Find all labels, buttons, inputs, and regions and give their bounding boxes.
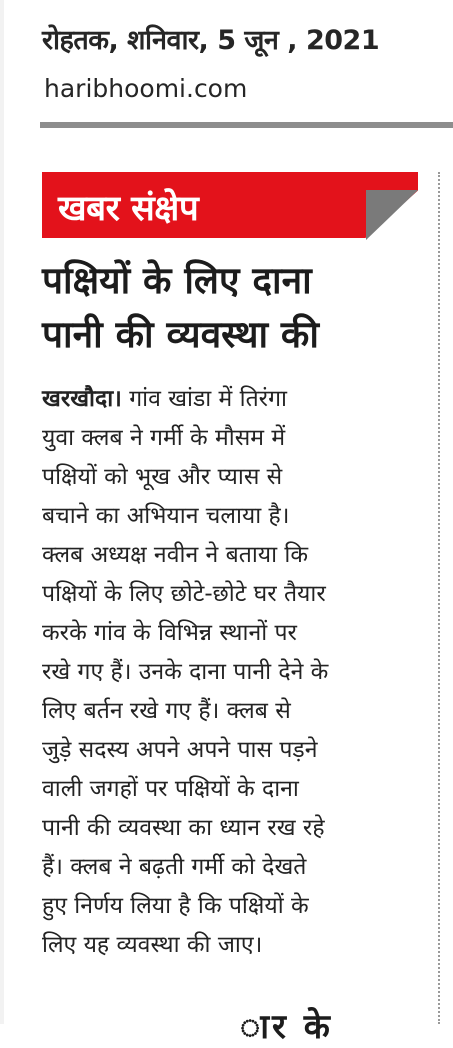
body-line: क्लब अध्यक्ष नवीन ने बताया कि [42,542,309,568]
body-line: पक्षियों के लिए छोटे-छोटे घर तैयार [42,581,326,607]
article-body [42,380,434,965]
body-line: हुए निर्णय लिया है कि पक्षियों के [42,893,309,919]
body-line: पानी की व्यवस्था का ध्यान रख रहे [42,815,325,841]
body-line: रखे गए हैं। उनके दाना पानी देने के [42,659,329,685]
next-article-headline-fragment [240,1004,360,1047]
body-line: करके गांव के विभिन्न स्थानों पर [42,620,297,646]
body-line: पक्षियों को भूख और प्यास से [42,464,283,490]
body-line: हैं। क्लब ने बढ़ती गर्मी को देखते [42,854,307,880]
body-line-text: गांव खांडा में तिरंगा [121,386,287,412]
section-label: खबर संक्षेप [58,189,199,229]
column-divider [438,172,440,1024]
body-line: युवा क्लब ने गर्मी के मौसम में [42,425,286,451]
body-line [42,380,434,419]
body-line: जुड़े सदस्य अपने अपने पास पड़ने [42,737,318,763]
headline-line: पक्षियों के लिए दाना [42,259,312,302]
body-line: वाली जगहों पर पक्षियों के दाना [42,776,299,802]
article-dateline-place: खरखौदा। [42,386,122,412]
body-line: बचाने का अभियान चलाया है। [42,503,290,529]
newspaper-dateline: रोहतक, शनिवार, 5 जून , 2021 [42,25,380,56]
header-divider [40,122,453,128]
newspaper-website: haribhoomi.com [44,74,248,103]
page-edge [0,0,4,1024]
body-line: लिए यह व्यवस्था की जाए। [42,932,263,958]
next-headline-text: ार के [240,1007,333,1047]
article-headline [42,254,437,362]
headline-line: पानी की व्यवस्था की [42,313,319,356]
body-line: लिए बर्तन रखे गए हैं। क्लब से [42,698,291,724]
